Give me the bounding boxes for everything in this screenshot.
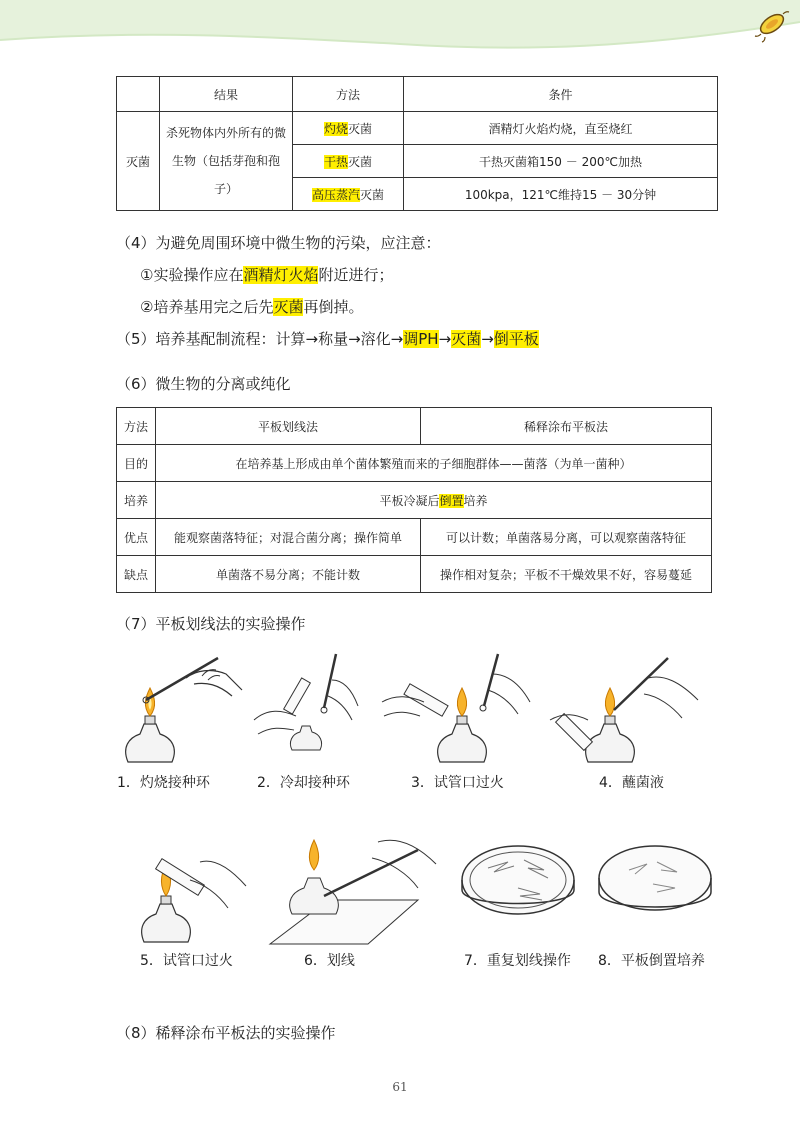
header-wave-decoration bbox=[0, 0, 800, 70]
section-4-title: （4）为避免周围环境中微生物的污染，应注意： bbox=[116, 234, 441, 252]
table2-label-culture: 培养 bbox=[117, 482, 156, 519]
illustration-tube-flame-2 bbox=[130, 822, 250, 947]
table1-header-method: 方法 bbox=[293, 77, 404, 112]
table2-pros-spread: 可以计数；单菌落易分离，可以观察菌落特征 bbox=[421, 519, 712, 556]
caption-step-1: 1．灼烧接种环 bbox=[117, 775, 210, 791]
condition-cell: 100kpa，121℃维持15 － 30分钟 bbox=[404, 178, 718, 211]
flow-highlight: 倒平板 bbox=[493, 330, 539, 348]
caption-step-8: 8．平板倒置培养 bbox=[598, 953, 705, 969]
method-suffix: 灭菌 bbox=[348, 154, 373, 169]
table2-label-cons: 缺点 bbox=[117, 556, 156, 593]
caption-step-2: 2．冷却接种环 bbox=[257, 775, 350, 791]
table1-header-result: 结果 bbox=[160, 77, 293, 112]
flow-arrow: → bbox=[438, 330, 452, 348]
method-cell bbox=[293, 145, 404, 178]
illustration-dip-culture bbox=[548, 650, 708, 765]
result-line: 生物（包括芽孢和孢 bbox=[171, 154, 280, 168]
condition-cell: 干热灭菌箱150 － 200℃加热 bbox=[404, 145, 718, 178]
table2-cons-streak: 单菌落不易分离；不能计数 bbox=[156, 556, 421, 593]
table1-row-label: 灭菌 bbox=[117, 112, 160, 211]
method-suffix: 灭菌 bbox=[348, 121, 373, 136]
table2-label-pros: 优点 bbox=[117, 519, 156, 556]
method-highlight: 灼烧 bbox=[323, 121, 348, 136]
illustration-burn-loop bbox=[116, 650, 246, 765]
illustration-tube-flame bbox=[380, 650, 540, 765]
illustration-petri-streaks bbox=[458, 838, 578, 928]
illustration-streaking bbox=[268, 822, 440, 947]
isolation-methods-table bbox=[116, 407, 712, 593]
table2-cons-spread: 操作相对复杂；平板不干燥效果不好，容易蔓延 bbox=[421, 556, 712, 593]
illustration-cool-loop bbox=[252, 650, 362, 765]
section-7-title: （7）平板划线法的实验操作 bbox=[116, 615, 306, 633]
caption-step-5: 5．试管口过火 bbox=[140, 953, 233, 969]
section-8-title: （8）稀释涂布平板法的实验操作 bbox=[116, 1024, 336, 1042]
flow-text: （5）培养基配制流程：计算→称量→溶化→ bbox=[116, 330, 404, 348]
method-cell bbox=[293, 178, 404, 211]
caption-step-3: 3．试管口过火 bbox=[411, 775, 504, 791]
result-line: 杀死物体内外所有的微 bbox=[165, 126, 286, 140]
section-4-item-2 bbox=[140, 296, 363, 317]
result-line: 子） bbox=[213, 182, 238, 196]
table2-pros-streak: 能观察菌落特征；对混合菌分离；操作简单 bbox=[156, 519, 421, 556]
caption-step-6: 6．划线 bbox=[304, 953, 355, 969]
table1-corner-cell bbox=[117, 77, 160, 112]
method-cell bbox=[293, 112, 404, 145]
table2-label-purpose: 目的 bbox=[117, 445, 156, 482]
method-highlight: 干热 bbox=[323, 154, 348, 169]
culture-highlight: 倒置 bbox=[439, 493, 464, 508]
sterilization-table bbox=[116, 76, 718, 211]
bacterium-logo-icon bbox=[752, 4, 792, 44]
method-suffix: 灭菌 bbox=[360, 187, 385, 202]
table1-result-cell bbox=[160, 112, 293, 211]
table1-header-condition: 条件 bbox=[404, 77, 718, 112]
item-text: 附近进行； bbox=[318, 266, 394, 284]
caption-step-7: 7．重复划线操作 bbox=[464, 953, 571, 969]
table2-header-method: 方法 bbox=[117, 408, 156, 445]
section-6-title: （6）微生物的分离或纯化 bbox=[116, 375, 291, 393]
table2-header-streak: 平板划线法 bbox=[156, 408, 421, 445]
item-highlight: 灭菌 bbox=[273, 298, 304, 316]
condition-cell: 酒精灯火焰灼烧，直至烧红 bbox=[404, 112, 718, 145]
flow-highlight: 调PH bbox=[403, 330, 439, 348]
section-4-item-1 bbox=[140, 264, 393, 285]
table2-purpose: 在培养基上形成由单个菌体繁殖而来的子细胞群体——菌落（为单一菌种） bbox=[156, 445, 712, 482]
item-text: 再倒掉。 bbox=[303, 298, 364, 316]
item-highlight: 酒精灯火焰 bbox=[243, 266, 319, 284]
caption-step-4: 4．蘸菌液 bbox=[599, 775, 664, 791]
section-5-flow bbox=[116, 328, 539, 349]
table2-culture bbox=[156, 482, 712, 519]
item-text: ①实验操作应在 bbox=[140, 266, 244, 284]
flow-arrow: → bbox=[481, 330, 494, 348]
method-highlight: 高压蒸汽 bbox=[311, 187, 360, 202]
illustration-petri-inverted bbox=[595, 838, 715, 928]
culture-text: 平板冷凝后 bbox=[379, 493, 440, 508]
item-text: ②培养基用完之后先 bbox=[140, 298, 274, 316]
culture-text: 培养 bbox=[463, 493, 488, 508]
flow-highlight: 灭菌 bbox=[451, 330, 482, 348]
table2-header-spread: 稀释涂布平板法 bbox=[421, 408, 712, 445]
page-number: 61 bbox=[392, 1080, 408, 1094]
